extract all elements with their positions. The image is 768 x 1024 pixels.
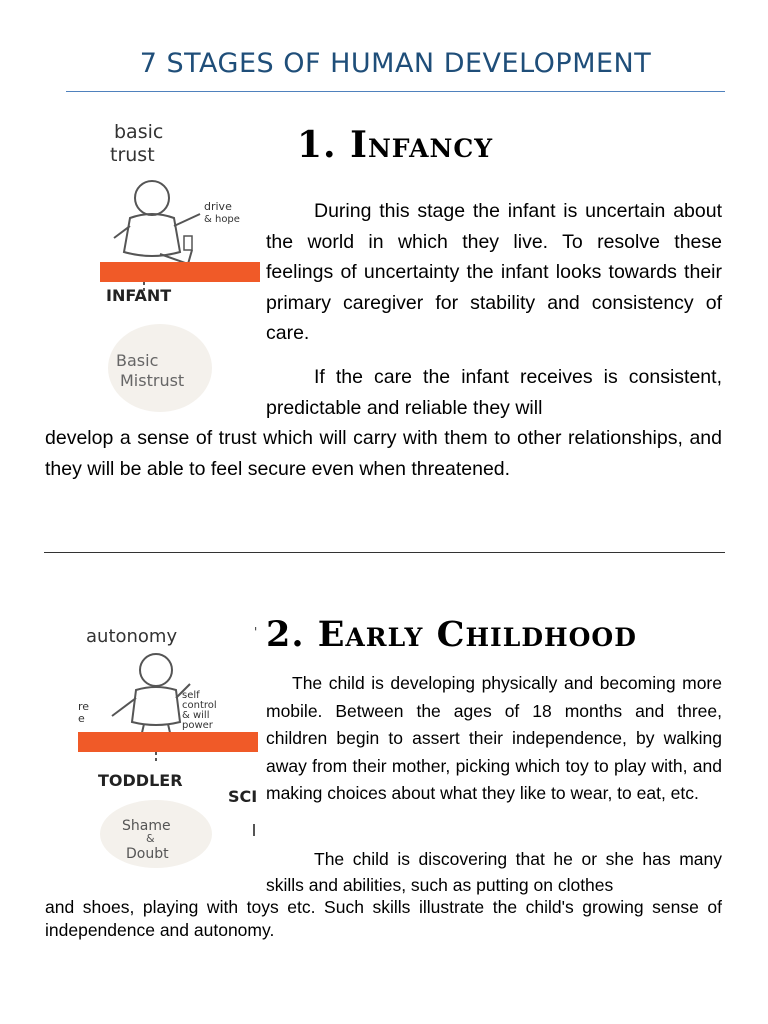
svg-text:e: e bbox=[78, 712, 85, 725]
svg-text:TODDLER: TODDLER bbox=[98, 771, 183, 790]
svg-text:autonomy: autonomy bbox=[86, 626, 178, 647]
early-childhood-paragraph-2-end: and shoes, playing with toys etc. Such skills illustrate the child's growing sense of independence and autonomy. bbox=[45, 897, 722, 940]
svg-text:Basic: Basic bbox=[116, 351, 159, 370]
svg-text:Mistrust: Mistrust bbox=[120, 371, 185, 390]
svg-text:Shame: Shame bbox=[122, 818, 171, 834]
svg-text:&: & bbox=[146, 832, 155, 845]
infancy-paragraph-2-start: If the care the infant receives is consistent, predictable and reliable they will bbox=[266, 366, 722, 419]
early-childhood-paragraph-2-start: The child is discovering that he or she has many skills and abilities, such as putting on clothes bbox=[266, 849, 722, 895]
svg-text:self: self bbox=[182, 690, 200, 701]
svg-text:power: power bbox=[182, 720, 213, 731]
svg-text:re: re bbox=[78, 700, 90, 713]
svg-text:trust: trust bbox=[110, 144, 155, 166]
illus-top-label-1: basic bbox=[114, 121, 164, 143]
stage-heading-early-childhood: 2. Early Childhood bbox=[266, 614, 637, 655]
accent-band bbox=[100, 262, 260, 282]
svg-text:': ' bbox=[254, 625, 258, 639]
svg-text:& hope: & hope bbox=[204, 214, 240, 225]
infancy-paragraph-2-end: develop a sense of trust which will carry with them to other relationships, and they will be able to feel secure even when threatened. bbox=[45, 427, 722, 480]
early-childhood-paragraph-1: The child is developing physically and becoming more mobile. Between the ages of 18 months and three, children begin to assert their independence, by walking away from their mother, picking which toy to play with, and making choices about what they like to wear, to eat, etc. bbox=[266, 673, 722, 803]
svg-text:SCI: SCI bbox=[228, 787, 258, 806]
infancy-illustration bbox=[100, 118, 260, 418]
title-underline bbox=[66, 91, 725, 92]
svg-text:Doubt: Doubt bbox=[126, 846, 169, 862]
svg-text:& will: & will bbox=[182, 710, 210, 721]
svg-text:control: control bbox=[182, 700, 217, 711]
page-title: 7 STAGES OF HUMAN DEVELOPMENT bbox=[139, 48, 652, 79]
svg-text:drive: drive bbox=[204, 200, 232, 213]
section-divider bbox=[44, 552, 725, 553]
svg-text:INFANT: INFANT bbox=[106, 286, 172, 305]
stage-heading-infancy: 1. Infancy bbox=[297, 124, 494, 166]
infancy-paragraph-1: During this stage the infant is uncertain about the world in which they live. To resolve these feelings of uncertainty the infant looks towards their primary caregiver for stability and consistency of care. bbox=[266, 200, 722, 344]
early-childhood-illustration bbox=[78, 618, 258, 868]
